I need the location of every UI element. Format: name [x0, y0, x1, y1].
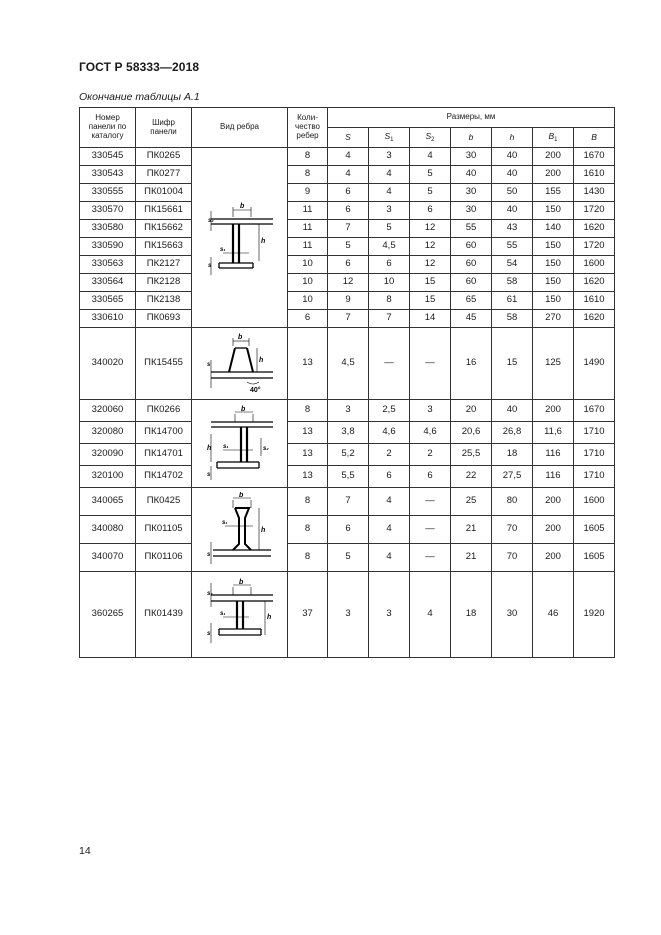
cell-s: 5,5: [328, 466, 369, 488]
svg-text:h: h: [260, 237, 265, 245]
cell-h: 40: [492, 166, 533, 184]
cell-num: 340065: [80, 488, 136, 516]
cell-B: 1610: [574, 166, 615, 184]
cell-code: ПК15663: [136, 238, 192, 256]
cell-num: 330580: [80, 220, 136, 238]
cell-code: ПК2128: [136, 274, 192, 292]
cell-s1: 10: [369, 274, 410, 292]
cell-s1: 4,6: [369, 422, 410, 444]
cell-s: 9: [328, 292, 369, 310]
cell-code: ПК14702: [136, 466, 192, 488]
cell-b1: 150: [533, 202, 574, 220]
table-row: [80, 256, 615, 274]
svg-text:s₁: s₁: [219, 610, 225, 617]
svg-text:b: b: [238, 491, 243, 499]
cell-b: 40: [451, 166, 492, 184]
cell-s2: 12: [410, 220, 451, 238]
cell-B: 1670: [574, 148, 615, 166]
cell-s1: 3: [369, 148, 410, 166]
cell-s1: —: [369, 328, 410, 400]
cell-cnt: 8: [288, 166, 328, 184]
cell-b1: 150: [533, 256, 574, 274]
svg-text:s₂: s₂: [262, 445, 269, 452]
cell-num: 340080: [80, 516, 136, 544]
cell-h: 58: [492, 310, 533, 328]
cell-s: 4,5: [328, 328, 369, 400]
cell-num: 320100: [80, 466, 136, 488]
cell-b: 25,5: [451, 444, 492, 466]
cell-cnt: 13: [288, 444, 328, 466]
cell-b1: 140: [533, 220, 574, 238]
svg-text:s₂: s₂: [207, 217, 214, 224]
table-row: [80, 202, 615, 220]
cell-s: 3,8: [328, 422, 369, 444]
cell-s2: 14: [410, 310, 451, 328]
svg-text:b: b: [238, 578, 243, 586]
cell-cnt: 11: [288, 202, 328, 220]
cell-s2: —: [410, 544, 451, 572]
cell-code: ПК2138: [136, 292, 192, 310]
cell-b1: 155: [533, 184, 574, 202]
cell-cnt: 9: [288, 184, 328, 202]
col-header-count: Коли- чество ребер: [288, 108, 328, 148]
svg-text:s₂: s₂: [206, 590, 213, 597]
cell-s2: —: [410, 488, 451, 516]
cell-s1: 4: [369, 184, 410, 202]
cell-B: 1720: [574, 202, 615, 220]
col-header-h: h: [492, 128, 533, 148]
cell-s: 4: [328, 148, 369, 166]
cell-s1: 4,5: [369, 238, 410, 256]
svg-text:b: b: [240, 405, 245, 413]
cell-cnt: 8: [288, 400, 328, 422]
col-header-number: Номер панели по каталогу: [80, 108, 136, 148]
svg-text:h: h: [260, 526, 265, 534]
cell-s2: 15: [410, 274, 451, 292]
cell-B: 1605: [574, 544, 615, 572]
cell-num: 330570: [80, 202, 136, 220]
cell-num: 320080: [80, 422, 136, 444]
col-header-b: b: [451, 128, 492, 148]
cell-b1: 270: [533, 310, 574, 328]
cell-b1: 200: [533, 516, 574, 544]
cell-b: 21: [451, 516, 492, 544]
cell-s1: 3: [369, 572, 410, 658]
svg-text:s₁: s₁: [222, 443, 228, 450]
cell-s1: 7: [369, 310, 410, 328]
document-header: ГОСТ Р 58333—2018: [79, 60, 200, 74]
cell-code: ПК0265: [136, 148, 192, 166]
cell-num: 330590: [80, 238, 136, 256]
cell-s: 6: [328, 516, 369, 544]
cell-num: 330543: [80, 166, 136, 184]
cell-h: 30: [492, 572, 533, 658]
cell-b1: 200: [533, 148, 574, 166]
svg-text:s: s: [207, 262, 211, 269]
cell-s2: 4,6: [410, 422, 451, 444]
cell-B: 1605: [574, 516, 615, 544]
cell-s1: 2,5: [369, 400, 410, 422]
cell-b: 22: [451, 466, 492, 488]
cell-cnt: 11: [288, 238, 328, 256]
cell-h: 50: [492, 184, 533, 202]
cell-num: 330545: [80, 148, 136, 166]
cell-s1: 4: [369, 166, 410, 184]
cell-s: 5,2: [328, 444, 369, 466]
cell-num: 330564: [80, 274, 136, 292]
cell-b1: 46: [533, 572, 574, 658]
cell-num: 330563: [80, 256, 136, 274]
svg-text:s: s: [206, 551, 210, 558]
svg-text:h: h: [258, 356, 263, 364]
i-rib-icon: [192, 400, 288, 488]
cell-b1: 125: [533, 328, 574, 400]
cell-s2: 4: [410, 148, 451, 166]
cell-code: ПК0266: [136, 400, 192, 422]
cell-s: 3: [328, 400, 369, 422]
col-header-s2: $S_2$: [410, 128, 451, 148]
cell-cnt: 8: [288, 488, 328, 516]
table-row: [80, 400, 615, 422]
col-header-s1: $S_1$: [369, 128, 410, 148]
table-row: [80, 274, 615, 292]
cell-cnt: 37: [288, 572, 328, 658]
cell-h: 54: [492, 256, 533, 274]
cell-cnt: 11: [288, 220, 328, 238]
cell-B: 1600: [574, 488, 615, 516]
table-row: [80, 488, 615, 516]
cell-s: 7: [328, 220, 369, 238]
cell-B: 1620: [574, 310, 615, 328]
cell-s: 7: [328, 310, 369, 328]
svg-text:s: s: [206, 471, 210, 478]
cell-num: 360265: [80, 572, 136, 658]
cell-cnt: 13: [288, 422, 328, 444]
trapezoid-rib-icon: [192, 328, 288, 400]
table-row: [80, 516, 615, 544]
cell-B: 1920: [574, 572, 615, 658]
cell-num: 320060: [80, 400, 136, 422]
cell-code: ПК15455: [136, 328, 192, 400]
cell-s: 5: [328, 544, 369, 572]
cell-s: 4: [328, 166, 369, 184]
col-header-b1: $B_1$: [533, 128, 574, 148]
cell-s2: 5: [410, 166, 451, 184]
cell-B: 1710: [574, 466, 615, 488]
dimensions-table: [79, 107, 615, 658]
cell-b1: 150: [533, 292, 574, 310]
cell-s2: 15: [410, 292, 451, 310]
cell-b1: 11,6: [533, 422, 574, 444]
cell-code: ПК15662: [136, 220, 192, 238]
cell-cnt: 8: [288, 148, 328, 166]
cell-h: 40: [492, 202, 533, 220]
cell-B: 1620: [574, 220, 615, 238]
cell-b1: 150: [533, 274, 574, 292]
cell-s2: 6: [410, 202, 451, 220]
table-row: [80, 238, 615, 256]
cell-code: ПК01439: [136, 572, 192, 658]
cell-B: 1490: [574, 328, 615, 400]
table-row: [80, 544, 615, 572]
cell-s1: 8: [369, 292, 410, 310]
cell-s1: 2: [369, 444, 410, 466]
table-row: [80, 166, 615, 184]
cell-s2: 12: [410, 256, 451, 274]
cell-s1: 3: [369, 202, 410, 220]
cell-code: ПК01105: [136, 516, 192, 544]
table-row: [80, 466, 615, 488]
cell-h: 26,8: [492, 422, 533, 444]
cell-b: 25: [451, 488, 492, 516]
cell-s2: 2: [410, 444, 451, 466]
cell-code: ПК14700: [136, 422, 192, 444]
cell-b: 30: [451, 202, 492, 220]
cell-b: 30: [451, 184, 492, 202]
bulb-rib-icon: [192, 488, 288, 572]
t-rib-icon: [192, 148, 288, 328]
table-row: [80, 220, 615, 238]
cell-b1: 200: [533, 166, 574, 184]
cell-code: ПК01106: [136, 544, 192, 572]
cell-B: 1610: [574, 292, 615, 310]
cell-h: 43: [492, 220, 533, 238]
cell-s1: 5: [369, 220, 410, 238]
col-header-rib-view: Вид ребра: [192, 108, 288, 148]
cell-b1: 200: [533, 400, 574, 422]
cell-cnt: 10: [288, 274, 328, 292]
cell-code: ПК2127: [136, 256, 192, 274]
cell-cnt: 13: [288, 466, 328, 488]
svg-text:b: b: [237, 333, 242, 341]
cell-s1: 4: [369, 516, 410, 544]
cell-h: 18: [492, 444, 533, 466]
cell-b: 20: [451, 400, 492, 422]
cell-code: ПК0277: [136, 166, 192, 184]
table-caption: Окончание таблицы А.1: [79, 91, 200, 103]
page-number: 14: [79, 845, 91, 857]
cell-cnt: 8: [288, 544, 328, 572]
cell-cnt: 10: [288, 292, 328, 310]
cell-B: 1620: [574, 274, 615, 292]
cell-code: ПК15661: [136, 202, 192, 220]
cell-s1: 4: [369, 544, 410, 572]
cell-h: 58: [492, 274, 533, 292]
table-row: [80, 292, 615, 310]
cell-b: 60: [451, 256, 492, 274]
cell-h: 61: [492, 292, 533, 310]
cell-s1: 6: [369, 256, 410, 274]
svg-text:s₁: s₁: [221, 519, 227, 526]
cell-b1: 200: [533, 488, 574, 516]
cell-s2: 12: [410, 238, 451, 256]
cell-B: 1430: [574, 184, 615, 202]
cell-s: 6: [328, 184, 369, 202]
cell-num: 330610: [80, 310, 136, 328]
cell-cnt: 13: [288, 328, 328, 400]
cell-s: 5: [328, 238, 369, 256]
cell-b: 60: [451, 238, 492, 256]
svg-text:h: h: [206, 444, 211, 452]
cell-h: 40: [492, 400, 533, 422]
cell-cnt: 8: [288, 516, 328, 544]
svg-text:40°: 40°: [249, 386, 261, 394]
svg-text:s: s: [206, 630, 210, 637]
cell-s: 7: [328, 488, 369, 516]
col-header-B: B: [574, 128, 615, 148]
cell-code: ПК0425: [136, 488, 192, 516]
cell-b1: 150: [533, 238, 574, 256]
cell-B: 1670: [574, 400, 615, 422]
table-row: [80, 148, 615, 166]
col-header-s: S: [328, 128, 369, 148]
col-header-sizes: Размеры, мм: [328, 108, 615, 128]
cell-num: 330555: [80, 184, 136, 202]
cell-b: 45: [451, 310, 492, 328]
cell-s: 3: [328, 572, 369, 658]
cell-b: 65: [451, 292, 492, 310]
cell-b1: 116: [533, 466, 574, 488]
table-row: [80, 328, 615, 400]
cell-b1: 116: [533, 444, 574, 466]
table-row: [80, 310, 615, 328]
cell-B: 1600: [574, 256, 615, 274]
cell-num: 330565: [80, 292, 136, 310]
cell-s2: 3: [410, 400, 451, 422]
svg-text:h: h: [266, 613, 271, 621]
cell-code: ПК01004: [136, 184, 192, 202]
table-row: [80, 572, 615, 658]
cell-b: 16: [451, 328, 492, 400]
cell-s1: 6: [369, 466, 410, 488]
cell-cnt: 10: [288, 256, 328, 274]
cell-s: 6: [328, 202, 369, 220]
cell-b: 55: [451, 220, 492, 238]
cell-B: 1720: [574, 238, 615, 256]
cell-h: 70: [492, 516, 533, 544]
cell-s2: 5: [410, 184, 451, 202]
cell-h: 27,5: [492, 466, 533, 488]
cell-s: 6: [328, 256, 369, 274]
cell-B: 1710: [574, 422, 615, 444]
cell-s1: 4: [369, 488, 410, 516]
cell-h: 15: [492, 328, 533, 400]
cell-b: 18: [451, 572, 492, 658]
cell-b: 20,6: [451, 422, 492, 444]
t-rib-wide-icon: [192, 572, 288, 658]
cell-s: 12: [328, 274, 369, 292]
col-header-code: Шифр панели: [136, 108, 192, 148]
cell-s2: 6: [410, 466, 451, 488]
cell-h: 80: [492, 488, 533, 516]
cell-s2: 4: [410, 572, 451, 658]
cell-b: 30: [451, 148, 492, 166]
cell-b: 60: [451, 274, 492, 292]
cell-num: 320090: [80, 444, 136, 466]
cell-b: 21: [451, 544, 492, 572]
svg-text:s₁: s₁: [219, 246, 225, 253]
table-row: [80, 422, 615, 444]
table-row: [80, 444, 615, 466]
cell-code: ПК0693: [136, 310, 192, 328]
cell-cnt: 6: [288, 310, 328, 328]
cell-B: 1710: [574, 444, 615, 466]
cell-num: 340070: [80, 544, 136, 572]
cell-h: 70: [492, 544, 533, 572]
svg-text:s: s: [206, 361, 210, 368]
table-row: [80, 184, 615, 202]
cell-code: ПК14701: [136, 444, 192, 466]
cell-b1: 200: [533, 544, 574, 572]
svg-text:b: b: [239, 202, 244, 210]
cell-s2: —: [410, 328, 451, 400]
cell-s2: —: [410, 516, 451, 544]
cell-num: 340020: [80, 328, 136, 400]
cell-h: 40: [492, 148, 533, 166]
cell-h: 55: [492, 238, 533, 256]
